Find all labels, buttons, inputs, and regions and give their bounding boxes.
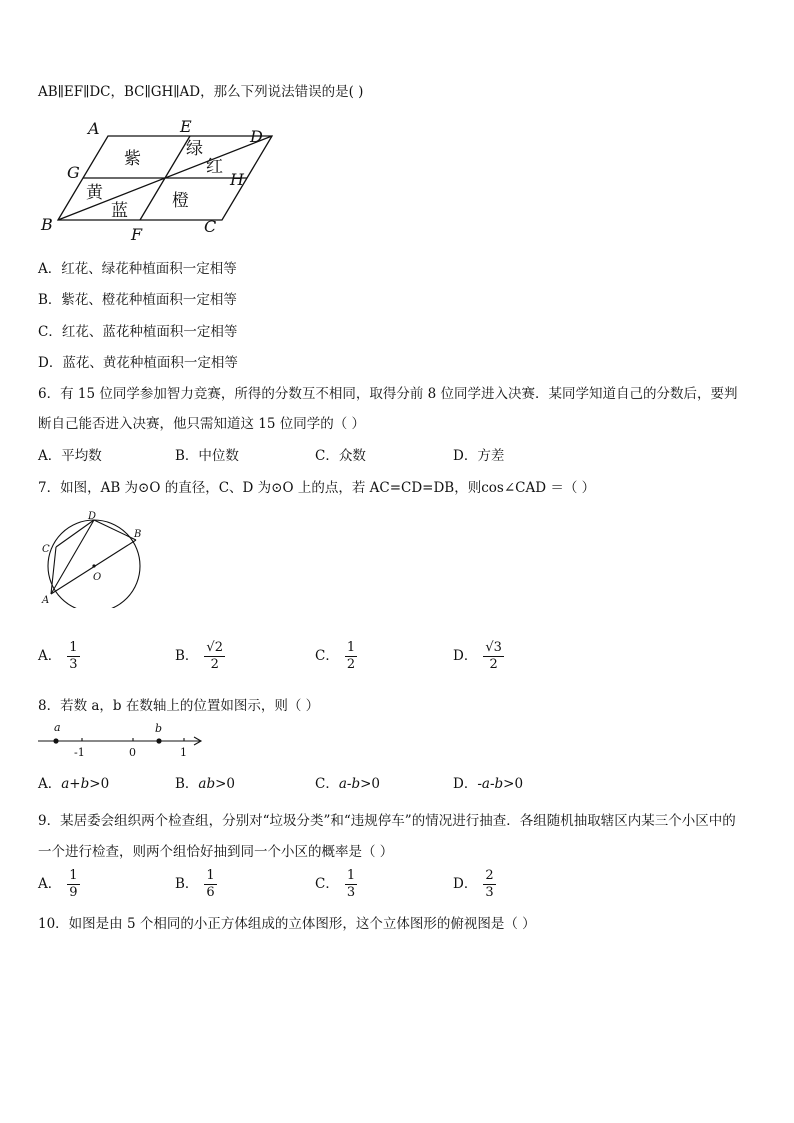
q10-stem: 10．如图是由 5 个相同的小正方体组成的立体图形，这个立体图形的俯视图是（ ） <box>38 916 536 932</box>
q5-option-c: C．红花、蓝花种植面积一定相等 <box>38 324 238 340</box>
q5-option-a: A．红花、绿花种植面积一定相等 <box>38 261 237 277</box>
q6-option-b: B．中位数 <box>175 448 239 464</box>
q6-option-c: C．众数 <box>315 448 366 464</box>
tick-label-0: 0 <box>129 746 136 759</box>
tick-label-1: 1 <box>180 746 187 759</box>
q7-circle-figure <box>38 510 146 608</box>
circle-label-d: D <box>88 511 97 522</box>
region-label-green: 绿 <box>186 139 203 159</box>
region-label-red: 红 <box>206 157 223 177</box>
circle-label-b: B <box>134 529 142 540</box>
region-label-yellow: 黄 <box>86 183 103 203</box>
point-label-b: b <box>155 722 163 735</box>
vertex-label-d: D <box>250 127 263 146</box>
q8-stem: 8．若数 a，b 在数轴上的位置如图示，则（ ） <box>38 698 320 714</box>
circle-label-o: O <box>93 572 102 583</box>
q5-option-b: B．紫花、橙花种植面积一定相等 <box>38 292 237 308</box>
q7-option-d: D． $\frac{√3}{2}$ <box>453 640 502 672</box>
tick-label-neg1: -1 <box>74 746 85 759</box>
q7-option-b: B． $\frac{√2}{2}$ <box>175 640 223 672</box>
q5-option-d: D．蓝花、黄花种植面积一定相等 <box>38 355 238 371</box>
q7-option-a: A． $\frac{1}{3}$ <box>38 640 78 672</box>
vertex-label-e: E <box>180 117 192 136</box>
q6-stem-line1: 6．有 15 位同学参加智力竞赛，所得的分数互不相同，取得分前 8 位同学进入决赛．某同学知道自己的分数后，要判 <box>38 386 738 402</box>
circle-label-c: C <box>42 544 50 555</box>
q6-stem-line2: 断自己能否进入决赛，他只需知道这 15 位同学的（ ） <box>38 416 366 432</box>
point-label-a: a <box>54 721 61 734</box>
q6-option-a: A．平均数 <box>38 448 102 464</box>
q9-option-b: B． $\frac{1}{6}$ <box>175 868 215 900</box>
vertex-label-b: B <box>41 215 53 234</box>
vertex-label-h: H <box>230 170 244 189</box>
q7-option-c: C． $\frac{1}{2}$ <box>315 640 356 672</box>
vertex-label-g: G <box>67 163 80 182</box>
q5-stem: AB∥EF∥DC，BC∥GH∥AD，那么下列说法错误的是( ) <box>38 84 364 100</box>
q8-option-d: D．-a-b>0 <box>453 776 524 792</box>
q5-parallelogram-figure <box>36 116 286 240</box>
q8-option-a: A．a+b>0 <box>38 776 110 792</box>
vertex-label-c: C <box>204 217 217 236</box>
q8-option-c: C．a-b>0 <box>315 776 381 792</box>
circle-label-a: A <box>42 595 50 606</box>
vertex-label-f: F <box>131 225 143 240</box>
q9-option-c: C． $\frac{1}{3}$ <box>315 868 356 900</box>
q9-stem-line1: 9．某居委会组织两个检查组，分别对“垃圾分类”和“违规停车”的情况进行抽查．各组随机抽取辖区内某三个小区中的 <box>38 813 736 829</box>
region-label-purple: 紫 <box>124 149 141 169</box>
region-label-orange: 橙 <box>172 191 189 211</box>
q9-option-d: D． $\frac{2}{3}$ <box>453 868 494 900</box>
q6-option-d: D．方差 <box>453 448 505 464</box>
q9-option-a: A． $\frac{1}{9}$ <box>38 868 78 900</box>
q8-option-b: B．ab>0 <box>175 776 236 792</box>
vertex-label-a: A <box>88 119 100 138</box>
q9-stem-line2: 一个进行检查，则两个组恰好抽到同一个小区的概率是（ ） <box>38 844 394 860</box>
q7-stem: 7．如图，AB 为⊙O 的直径，C、D 为⊙O 上的点，若 AC=CD=DB，则cos∠CAD ＝（ ） <box>38 480 596 496</box>
q8-number-line <box>36 718 206 760</box>
region-label-blue: 蓝 <box>111 201 128 221</box>
